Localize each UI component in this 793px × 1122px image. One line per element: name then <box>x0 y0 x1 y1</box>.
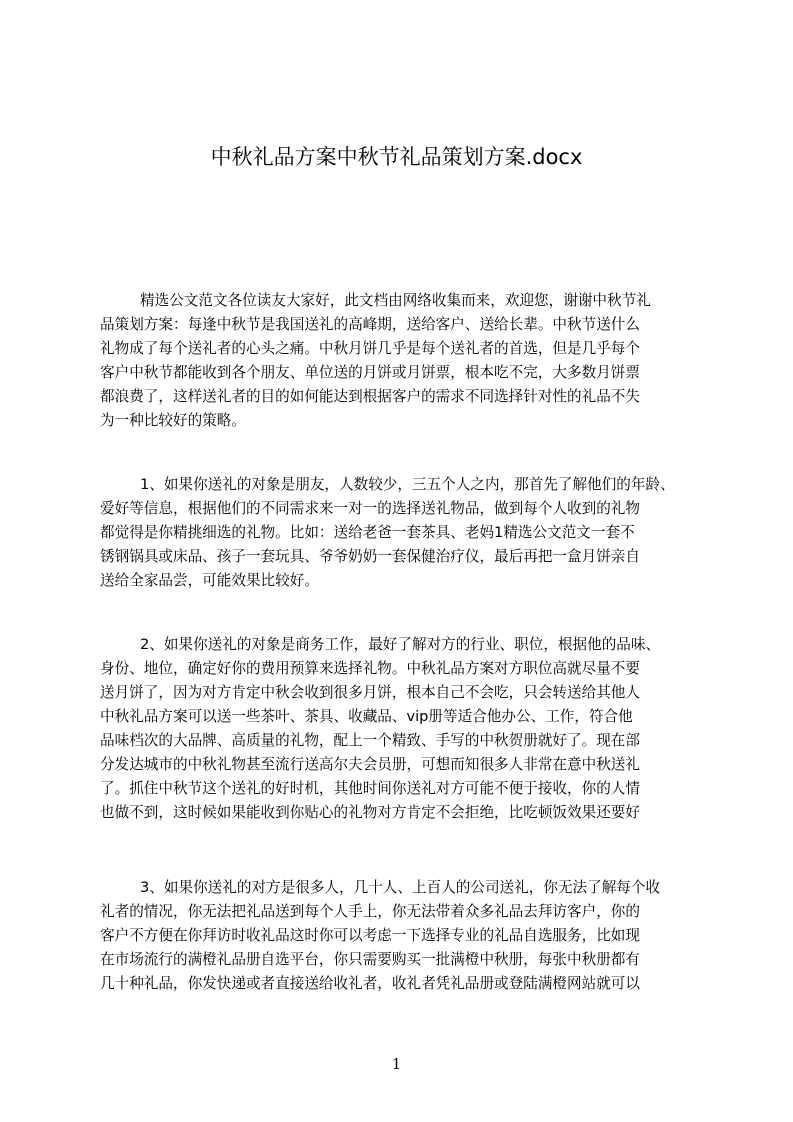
paragraph-line: 在市场流行的满橙礼品册自选平台，你只需要购买一批满橙中秋册，每张中秋册都有 <box>100 951 640 968</box>
paragraph-line: 精选公文范文各位读友大家好，此文档由网络收集而来，欢迎您，谢谢中秋节礼 <box>140 292 651 309</box>
paragraph-line: 客户不方便在你拜访时收礼品这时你可以考虑一下选择专业的礼品自选服务，比如现 <box>100 927 640 944</box>
paragraph-line: 身份、地位，确定好你的费用预算来选择礼物。中秋礼品方案对方职位高就尽量不要 <box>100 660 640 677</box>
paragraph-line: 几十种礼品，你发快递或者直接送给收礼者，收礼者凭礼品册或登陆满橙网站就可以 <box>100 975 640 992</box>
paragraph-line: 送月饼了，因为对方肯定中秋会收到很多月饼，根本自己不会吃，只会转送给其他人 <box>100 684 640 701</box>
paragraph-item-1 <box>100 473 740 593</box>
paragraph-line: 了。抓住中秋节这个送礼的好时机，其他时间你送礼对方可能不便于接收，你的人情 <box>100 780 640 797</box>
paragraph-line: 分发达城市的中秋礼物甚至流行送高尔夫会员册，可想而知很多人非常在意中秋送礼 <box>100 756 640 773</box>
paragraph-line: 为一种比较好的策略。 <box>100 412 246 429</box>
paragraph-line: 中秋礼品方案可以送一些茶叶、茶具、收藏品、vip册等适合他办公、工作，符合他 <box>100 708 633 725</box>
document-title: 中秋礼品方案中秋节礼品策划方案.docx <box>210 145 583 169</box>
paragraph-line: 品策划方案：每逢中秋节是我国送礼的高峰期，送给客户、送给长辈。中秋节送什么 <box>100 316 640 333</box>
paragraph-line: 都浪费了，这样送礼者的目的如何能达到根据客户的需求不同选择针对性的礼品不失 <box>100 388 640 405</box>
paragraph-line: 礼者的情况，你无法把礼品送到每个人手上，你无法带着众多礼品去拜访客户，你的 <box>100 903 640 920</box>
paragraph-line: 爱好等信息，根据他们的不同需求来一对一的选择送礼物品，做到每个人收到的礼物 <box>100 500 640 517</box>
paragraph-intro <box>100 289 740 433</box>
paragraph-line: 也做不到，这时候如果能收到你贴心的礼物对方肯定不会拒绝，比吃顿饭效果还要好 <box>100 804 640 821</box>
paragraph-line: 1、如果你送礼的对象是朋友，人数较少，三五个人之内，那首先了解他们的年龄、 <box>140 476 675 493</box>
paragraph-item-3 <box>100 876 740 996</box>
paragraph-line: 3、如果你送礼的对方是很多人，几十人、上百人的公司送礼，你无法了解每个收 <box>140 879 661 896</box>
paragraph-line: 锈钢锅具或床品、孩子一套玩具、爷爷奶奶一套保健治疗仪，最后再把一盒月饼亲自 <box>100 548 640 565</box>
paragraph-line: 2、如果你送礼的对象是商务工作，最好了解对方的行业、职位，根据他的品味、 <box>140 636 661 653</box>
paragraph-line: 品味档次的大品牌、高质量的礼物，配上一个精致、手写的中秋贺册就好了。现在部 <box>100 732 640 749</box>
paragraph-item-2 <box>100 633 740 825</box>
paragraph-line: 送给全家品尝，可能效果比较好。 <box>100 572 319 589</box>
paragraph-line: 客户中秋节都能收到各个朋友、单位送的月饼或月饼票，根本吃不完，大多数月饼票 <box>100 364 640 381</box>
page-number: 1 <box>391 1055 402 1073</box>
paragraph-line: 都觉得是你精挑细选的礼物。比如：送给老爸一套茶具、老妈1精选公文范文一套不 <box>100 524 635 541</box>
paragraph-line: 礼物成了每个送礼者的心头之痛。中秋月饼几乎是每个送礼者的首选，但是几乎每个 <box>100 340 640 357</box>
